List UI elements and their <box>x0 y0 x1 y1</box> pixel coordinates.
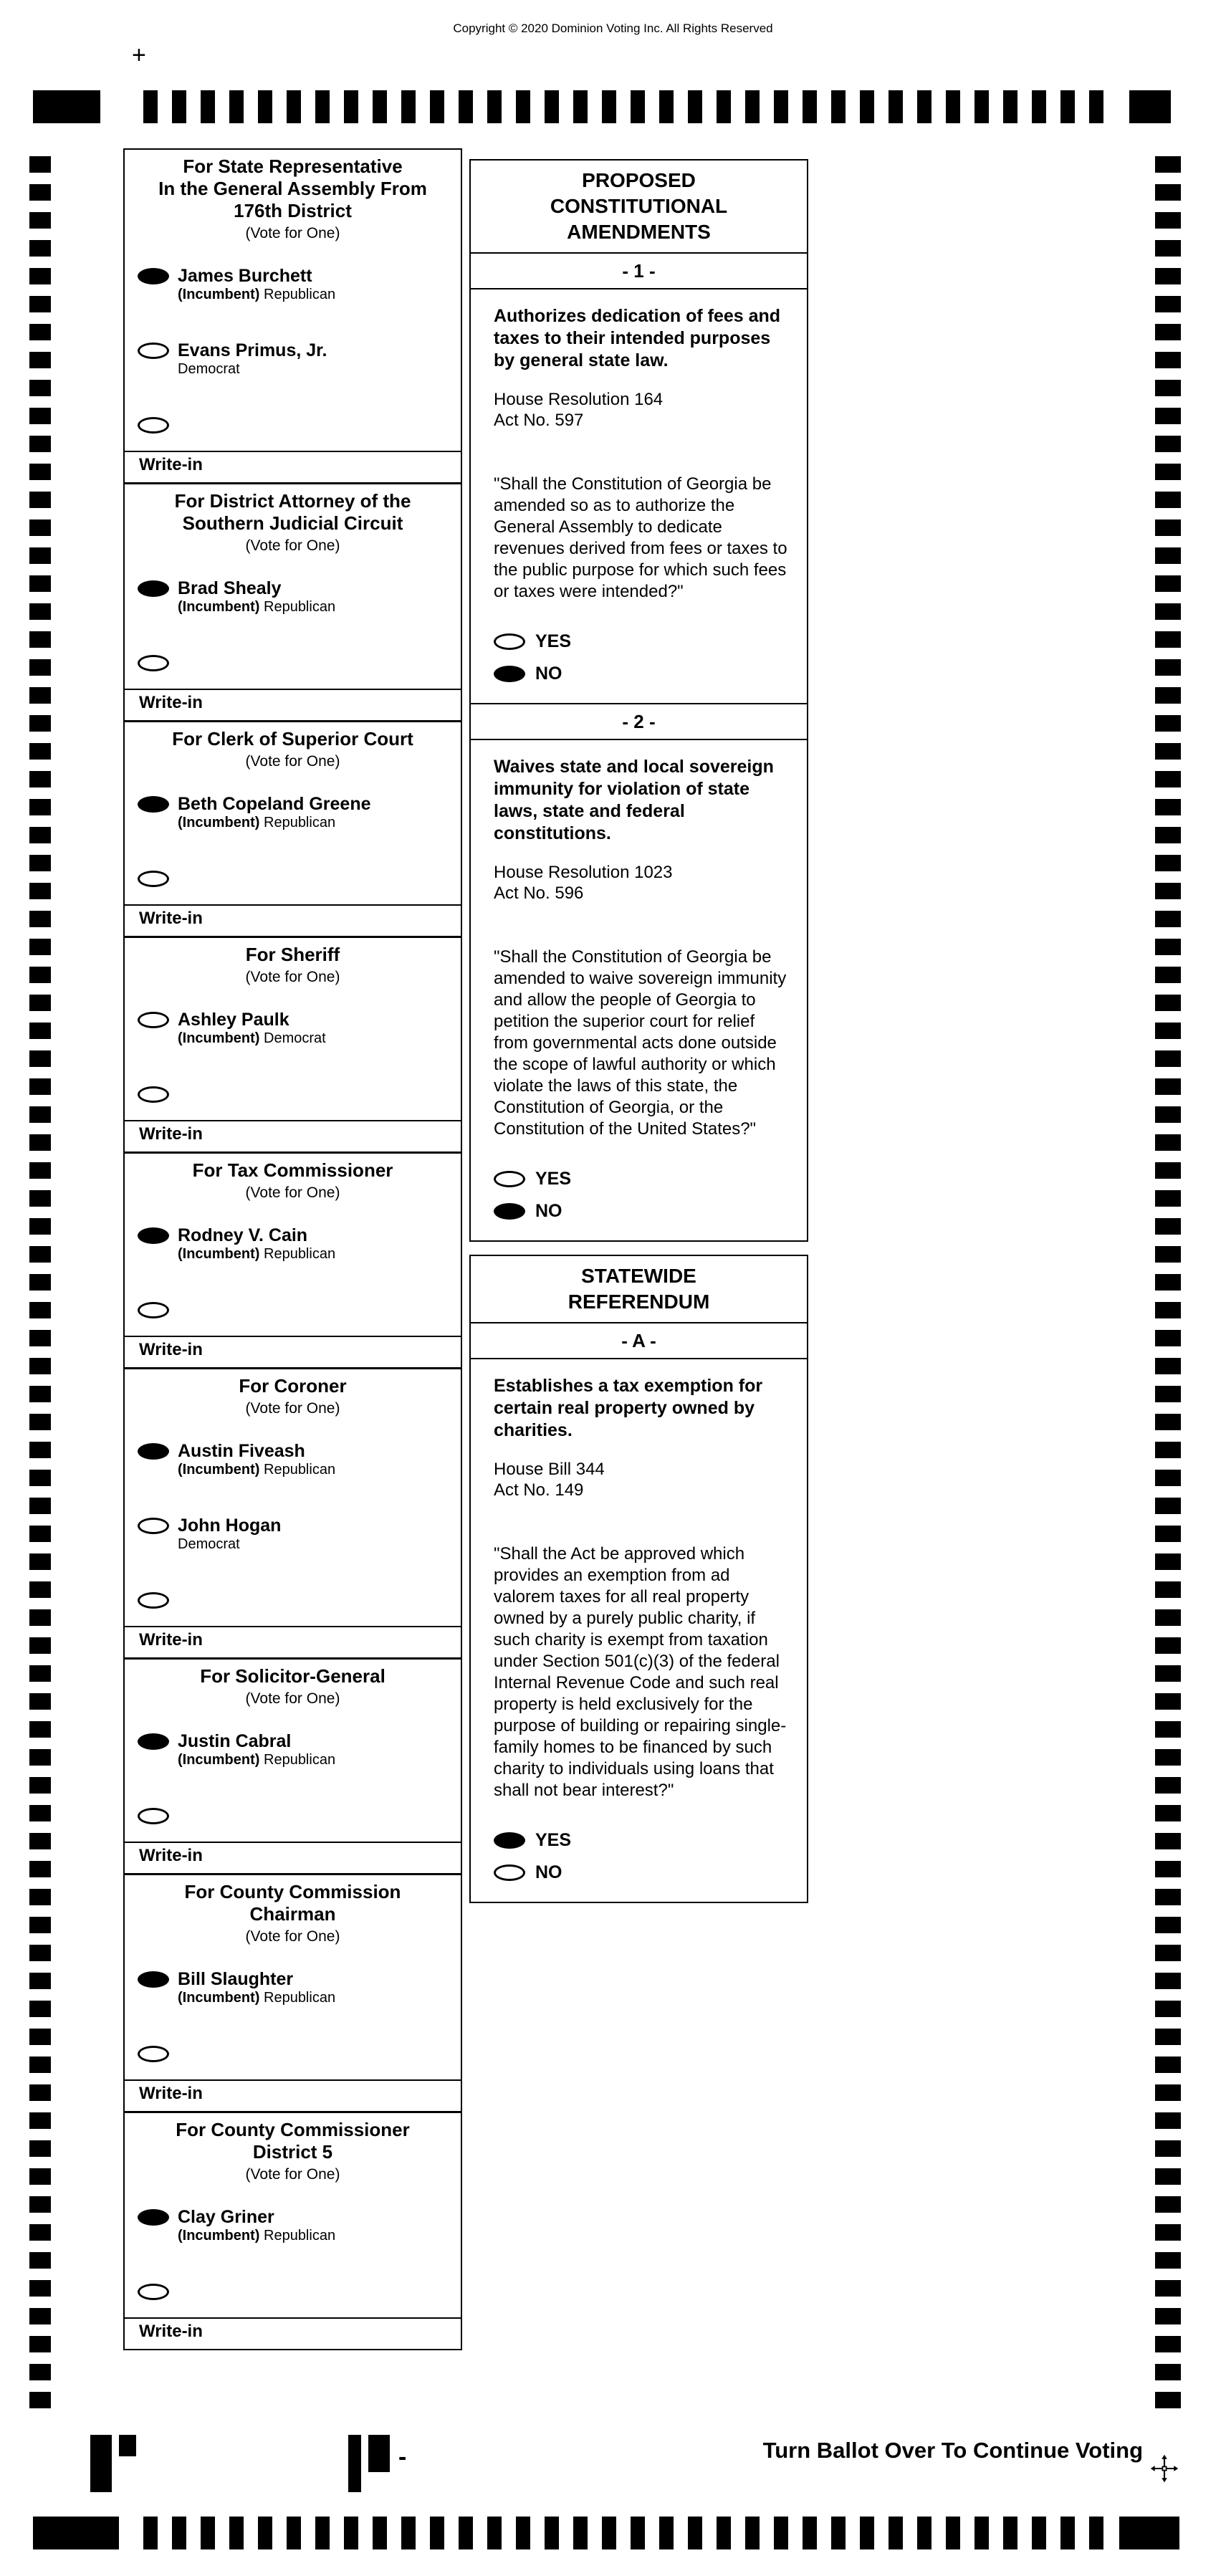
write-in-row <box>125 451 461 482</box>
measure-number: - 1 - <box>471 254 807 289</box>
candidate-bubble[interactable] <box>138 1443 169 1460</box>
option-label: YES <box>535 1169 572 1189</box>
candidate-bubble[interactable] <box>138 2209 169 2226</box>
candidate-detail <box>178 1245 335 1263</box>
candidate-bubble[interactable] <box>138 1227 169 1244</box>
vote-instruction: (Vote for One) <box>245 1928 340 1945</box>
candidate-row <box>125 1731 461 1768</box>
measure-options <box>494 1169 788 1222</box>
race-section <box>125 722 461 938</box>
measure-number: - A - <box>471 1323 807 1359</box>
race-section <box>125 2113 461 2349</box>
referendum-header: STATEWIDE REFERENDUM <box>469 1255 808 1323</box>
party-label: Republican <box>264 815 336 830</box>
orientation-mark <box>348 2435 361 2492</box>
write-in-bubble[interactable] <box>138 655 169 671</box>
race-section <box>125 484 461 722</box>
option-label: NO <box>535 664 562 684</box>
timing-marks-left <box>29 156 51 2413</box>
amendments-measures <box>469 254 808 1242</box>
measure-options <box>494 1830 788 1883</box>
write-in-bubble[interactable] <box>138 1086 169 1103</box>
dash-mark: - <box>398 2443 407 2471</box>
turn-ballot-over-instruction: Turn Ballot Over To Continue Voting <box>762 2438 1143 2463</box>
option-bubble[interactable] <box>494 633 525 650</box>
write-in-bubble[interactable] <box>138 1808 169 1824</box>
candidate-row <box>125 1516 461 1553</box>
candidate-list <box>125 1010 461 1047</box>
race-title: For Coroner <box>239 1375 347 1397</box>
write-in-label: Write-in <box>139 1630 203 1649</box>
write-in-label: Write-in <box>139 2084 203 2103</box>
candidate-detail <box>178 360 327 378</box>
candidate-row <box>125 578 461 616</box>
write-in-row <box>125 1626 461 1657</box>
measure-reference: House Resolution 164 Act No. 597 <box>494 390 664 430</box>
candidate-list <box>125 266 461 378</box>
candidate-detail <box>178 598 335 616</box>
option-bubble[interactable] <box>494 666 525 682</box>
candidate-bubble[interactable] <box>138 268 169 284</box>
timing-block-bottom-right <box>1119 2517 1179 2549</box>
party-label: Democrat <box>178 361 240 377</box>
race-title: For District Attorney of the Southern Judicial Circuit <box>174 490 411 534</box>
race-title: For County Commissioner District 5 <box>176 2119 410 2163</box>
candidate-list <box>125 1441 461 1553</box>
measure-number: - 2 - <box>471 704 807 740</box>
measure-question: "Shall the Constitution of Georgia be amended so as to authorize the General Assembly to dedicate revenues derived from fees or taxes to the public purpose for which such fees or taxes were intended?" <box>494 474 787 601</box>
write-in-row <box>125 1120 461 1151</box>
vote-instruction: (Vote for One) <box>245 225 340 241</box>
race-title: For County Commission Chairman <box>184 1881 401 1925</box>
vote-instruction: (Vote for One) <box>245 1184 340 1201</box>
race-title: For Tax Commissioner <box>192 1159 393 1181</box>
party-label: Republican <box>264 2228 336 2244</box>
orientation-mark <box>368 2435 390 2472</box>
candidate-row <box>125 1969 461 2006</box>
candidate-list <box>125 1969 461 2006</box>
candidate-name: Beth Copeland Greene <box>178 794 371 814</box>
party-label: Republican <box>264 1246 336 1262</box>
party-label: Republican <box>264 1462 336 1478</box>
vote-instruction: (Vote for One) <box>245 537 340 554</box>
measure-section <box>471 254 807 703</box>
move-cross-icon <box>1149 2453 1179 2484</box>
candidate-row <box>125 1010 461 1047</box>
candidate-bubble[interactable] <box>138 1012 169 1028</box>
candidate-detail <box>178 814 371 831</box>
candidate-row <box>125 266 461 303</box>
candidate-row <box>125 2207 461 2244</box>
measure-option-row <box>494 1830 788 1851</box>
incumbent-tag: (Incumbent) <box>178 1462 260 1478</box>
incumbent-tag: (Incumbent) <box>178 1990 260 2006</box>
write-in-bubble[interactable] <box>138 871 169 887</box>
copyright-notice: Copyright © 2020 Dominion Voting Inc. All Rights Reserved <box>453 21 773 35</box>
candidate-name: John Hogan <box>178 1516 282 1536</box>
referendum-measures <box>469 1323 808 1903</box>
amendments-header: PROPOSED CONSTITUTIONAL AMENDMENTS <box>469 159 808 254</box>
measure-question: "Shall the Act be approved which provides an exemption from ad valorem taxes for all real property owned by a purely public charity, if such charity is exempt from taxation under Section 501(c)(3) of the federal Internal Revenue Code and such real property is held exclusively for the purpose of building or repairing single-family homes to be financed by such charity to individuals using loans that shall not bear interest?" <box>494 1544 787 1800</box>
candidate-list <box>125 2207 461 2244</box>
write-in-row <box>125 2317 461 2349</box>
write-in-bubble[interactable] <box>138 417 169 434</box>
write-in-label: Write-in <box>139 1846 203 1865</box>
incumbent-tag: (Incumbent) <box>178 287 260 302</box>
write-in-row <box>125 904 461 936</box>
candidate-name: Bill Slaughter <box>178 1969 294 1989</box>
write-in-bubble[interactable] <box>138 1592 169 1609</box>
race-section <box>125 150 461 484</box>
candidate-name: Brad Shealy <box>178 578 282 598</box>
measure-option-row <box>494 1169 788 1189</box>
orientation-mark <box>119 2435 136 2456</box>
race-section <box>125 1154 461 1369</box>
measure-option-row <box>494 631 788 652</box>
vote-instruction: (Vote for One) <box>245 1690 340 1707</box>
timing-marks-right <box>1155 156 1181 2413</box>
party-label: Republican <box>264 1990 336 2006</box>
candidate-list <box>125 1225 461 1263</box>
measure-summary: Establishes a tax exemption for certain real property owned by charities. <box>494 1376 763 1440</box>
registration-plus-mark: + <box>132 42 146 69</box>
option-label: NO <box>535 1862 562 1882</box>
write-in-label: Write-in <box>139 455 203 474</box>
measure-section <box>471 703 807 1240</box>
vote-instruction: (Vote for One) <box>245 969 340 985</box>
candidate-detail <box>178 2227 335 2244</box>
party-label: Democrat <box>178 1536 240 1552</box>
candidate-bubble[interactable] <box>138 796 169 813</box>
party-label: Democrat <box>264 1030 326 1046</box>
candidate-name: Clay Griner <box>178 2207 274 2227</box>
measure-summary: Waives state and local sovereign immunity for violation of state laws, state and federal constitutions. <box>494 757 774 843</box>
candidate-detail <box>178 1030 326 1047</box>
candidate-detail <box>178 1751 335 1768</box>
write-in-label: Write-in <box>139 909 203 928</box>
candidate-detail <box>178 286 335 303</box>
candidate-name: Evans Primus, Jr. <box>178 340 327 360</box>
write-in-bubble[interactable] <box>138 2046 169 2062</box>
incumbent-tag: (Incumbent) <box>178 815 260 830</box>
race-section <box>125 1660 461 1875</box>
candidate-row <box>125 340 461 378</box>
timing-marks-top <box>143 90 1103 123</box>
vote-instruction: (Vote for One) <box>245 753 340 770</box>
candidate-name: Austin Fiveash <box>178 1441 305 1461</box>
candidate-bubble[interactable] <box>138 1733 169 1750</box>
candidate-detail <box>178 1536 281 1553</box>
option-bubble[interactable] <box>494 1171 525 1187</box>
option-label: YES <box>535 1830 572 1850</box>
option-bubble[interactable] <box>494 1864 525 1881</box>
incumbent-tag: (Incumbent) <box>178 1030 260 1046</box>
candidate-list <box>125 794 461 831</box>
measure-option-row <box>494 664 788 684</box>
candidate-bubble[interactable] <box>138 580 169 597</box>
measure-section <box>471 1323 807 1902</box>
measure-summary: Authorizes dedication of fees and taxes to their intended purposes by general state law. <box>494 306 781 370</box>
party-label: Republican <box>264 1752 336 1768</box>
incumbent-tag: (Incumbent) <box>178 1246 260 1262</box>
incumbent-tag: (Incumbent) <box>178 2228 260 2244</box>
party-label: Republican <box>264 287 336 302</box>
race-list <box>125 150 461 2349</box>
write-in-row <box>125 2079 461 2111</box>
write-in-label: Write-in <box>139 1124 203 1144</box>
candidate-row <box>125 1225 461 1263</box>
measure-options <box>494 631 788 684</box>
option-bubble[interactable] <box>494 1203 525 1220</box>
measure-option-row <box>494 1862 788 1883</box>
ballot-left-column <box>123 148 462 2350</box>
option-label: YES <box>535 631 572 651</box>
measure-reference: House Bill 344 Act No. 149 <box>494 1460 605 1500</box>
candidate-name: Ashley Paulk <box>178 1010 289 1030</box>
write-in-row <box>125 1336 461 1367</box>
candidate-row <box>125 1441 461 1478</box>
candidate-list <box>125 1731 461 1768</box>
candidate-bubble[interactable] <box>138 1971 169 1988</box>
candidate-name: Justin Cabral <box>178 1731 292 1751</box>
timing-block-top-left <box>33 90 100 123</box>
measure-reference: House Resolution 1023 Act No. 596 <box>494 863 673 903</box>
write-in-row <box>125 1842 461 1873</box>
candidate-row <box>125 794 461 831</box>
race-title: For Solicitor-General <box>200 1665 385 1687</box>
option-bubble[interactable] <box>494 1832 525 1849</box>
candidate-name: Rodney V. Cain <box>178 1225 308 1245</box>
race-title: For Clerk of Superior Court <box>172 728 413 750</box>
option-label: NO <box>535 1201 562 1221</box>
candidate-list <box>125 578 461 616</box>
ballot-right-column <box>469 159 808 1903</box>
write-in-label: Write-in <box>139 1340 203 1359</box>
race-title: For Sheriff <box>245 944 340 965</box>
orientation-mark <box>90 2435 112 2492</box>
write-in-bubble[interactable] <box>138 1302 169 1318</box>
measure-question: "Shall the Constitution of Georgia be amended to waive sovereign immunity and allow the people of Georgia to petition the superior court for relief from governmental acts done outside the scope of lawful authority or which violate the laws of this state, the Constitution of Georgia, or the Constitution of the United States?" <box>494 947 787 1139</box>
candidate-name: James Burchett <box>178 266 312 286</box>
party-label: Republican <box>264 599 336 615</box>
candidate-detail <box>178 1989 335 2006</box>
race-section <box>125 1369 461 1660</box>
measure-option-row <box>494 1201 788 1222</box>
race-title: For State Representative In the General Assembly From 176th District <box>158 155 427 221</box>
race-section <box>125 938 461 1154</box>
write-in-bubble[interactable] <box>138 2284 169 2300</box>
candidate-bubble[interactable] <box>138 343 169 359</box>
write-in-label: Write-in <box>139 693 203 712</box>
vote-instruction: (Vote for One) <box>245 1400 340 1417</box>
incumbent-tag: (Incumbent) <box>178 599 260 615</box>
vote-instruction: (Vote for One) <box>245 2166 340 2183</box>
incumbent-tag: (Incumbent) <box>178 1752 260 1768</box>
write-in-row <box>125 689 461 720</box>
race-section <box>125 1875 461 2113</box>
candidate-detail <box>178 1461 335 1478</box>
candidate-bubble[interactable] <box>138 1518 169 1534</box>
timing-block-bottom-left <box>33 2517 119 2549</box>
timing-marks-bottom <box>143 2517 1103 2549</box>
timing-block-top-right <box>1129 90 1171 123</box>
write-in-label: Write-in <box>139 2322 203 2341</box>
